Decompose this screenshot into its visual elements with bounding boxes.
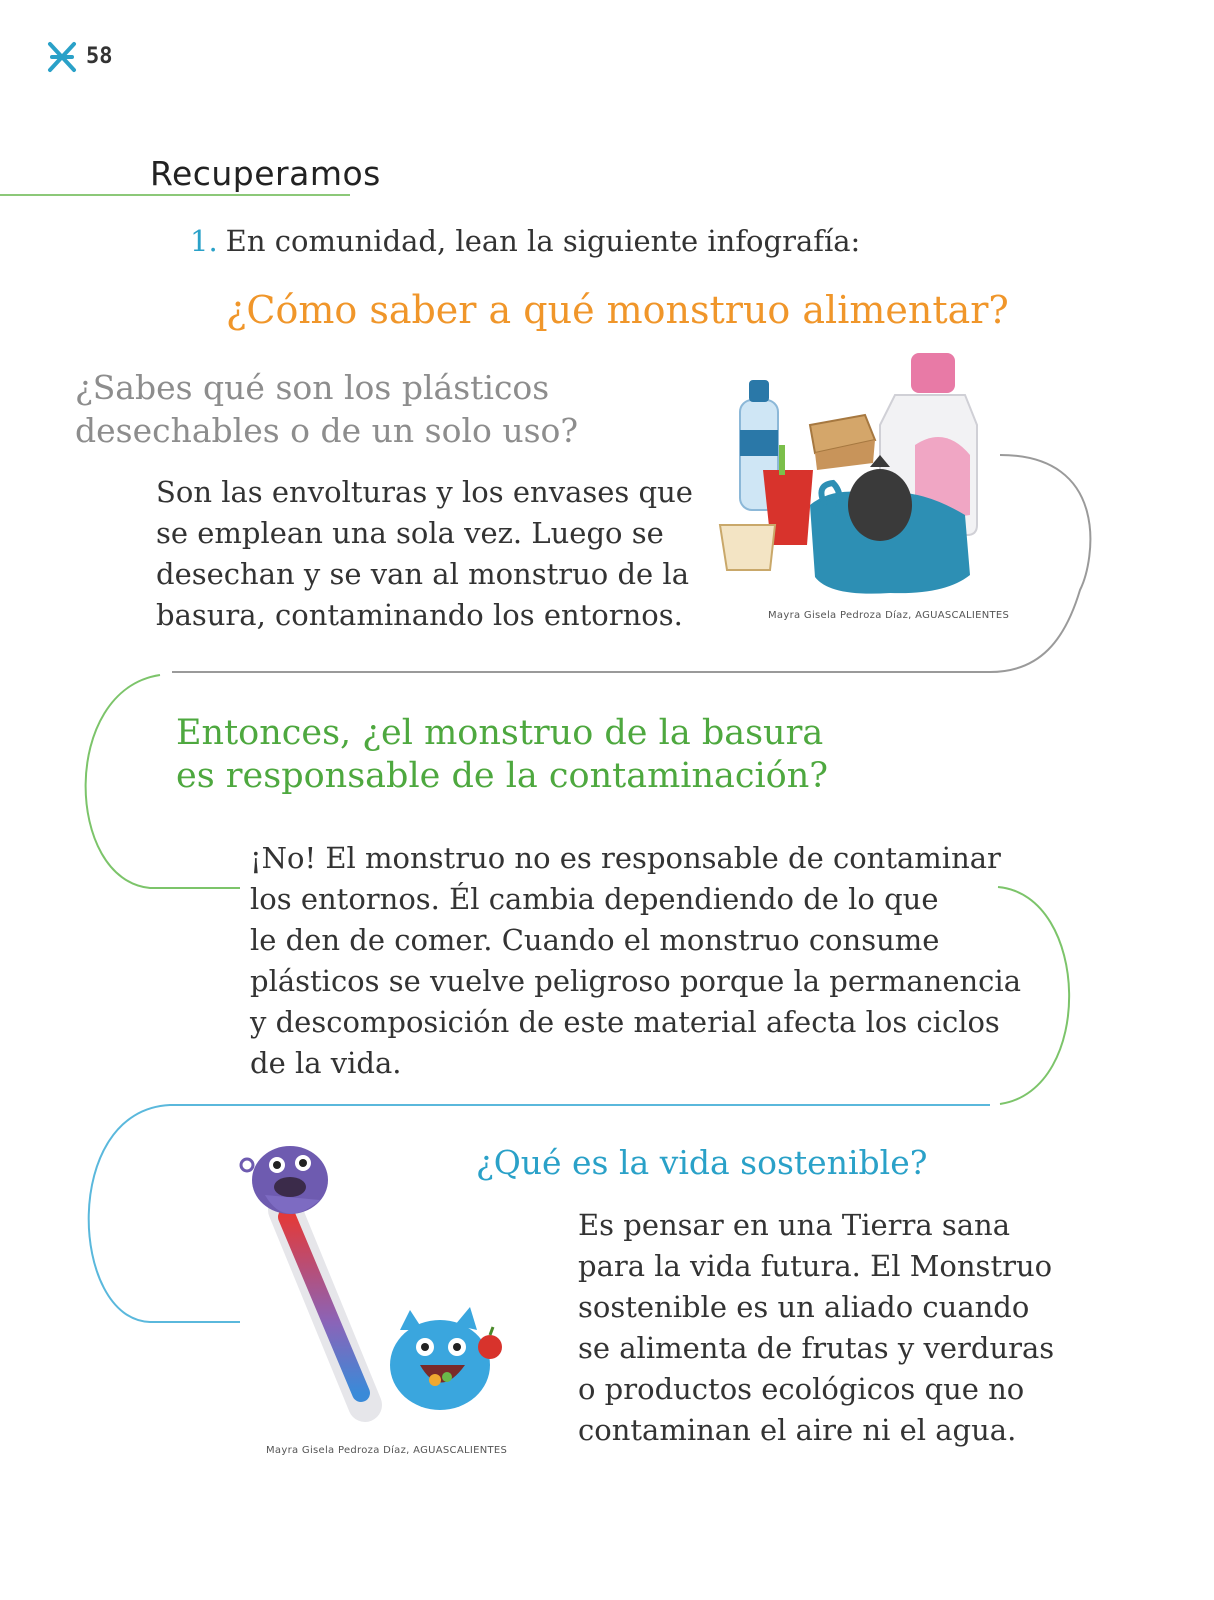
answer-monster-responsible: ¡No! El monstruo no es responsable de contaminar los entornos. Él cambia dependiendo de lo que le den de comer. Cuando el monstruo consume plásticos se vuelve peligroso porque la permanencia y descomposición de este material afecta los ciclos de la vida. [250,841,1021,1080]
snowflake-pattern-icon [46,38,78,76]
purple-monster [241,1146,328,1214]
instruction [190,224,860,258]
section-underline [0,194,350,196]
instruction-text: En comunidad, lean la siguiente infografía: [225,224,861,258]
question-monster-responsible: Entonces, ¿el monstruo de la basura es responsable de la contaminación? [176,713,829,796]
section-title: Recuperamos [150,154,381,193]
answer-plastics: Son las envolturas y los envases que se emplean una sola vez. Luego se desechan y se van al monstruo de la basura, contaminando los entornos. [156,475,693,632]
image-credit-plastics: Mayra Gisela Pedroza Díaz, AGUASCALIENTES [768,610,1010,621]
trash-bag [848,469,912,541]
question-sustainable-life: ¿Qué es la vida sostenible? [476,1143,928,1182]
plastic-waste-illustration [715,345,1005,600]
instruction-number: 1. [190,224,218,258]
question-plastics: ¿Sabes qué son los plásticos desechables o de un solo uso? [75,368,579,450]
answer-sustainable-life: Es pensar en una Tierra sana para la vida futura. El Monstruo sostenible es un aliado cuando se alimenta de frutas y verduras o productos ecológicos que no contaminan el aire ni el agua. [578,1208,1055,1447]
infographic-title: ¿Cómo saber a qué monstruo alimentar? [226,288,1009,332]
thermometer-monsters-illustration [225,1125,510,1435]
image-credit-monsters: Mayra Gisela Pedroza Díaz, AGUASCALIENTES [266,1445,508,1456]
blue-monster [390,1307,502,1410]
page-number: 58 [86,44,113,69]
yogurt-cup [720,525,775,570]
